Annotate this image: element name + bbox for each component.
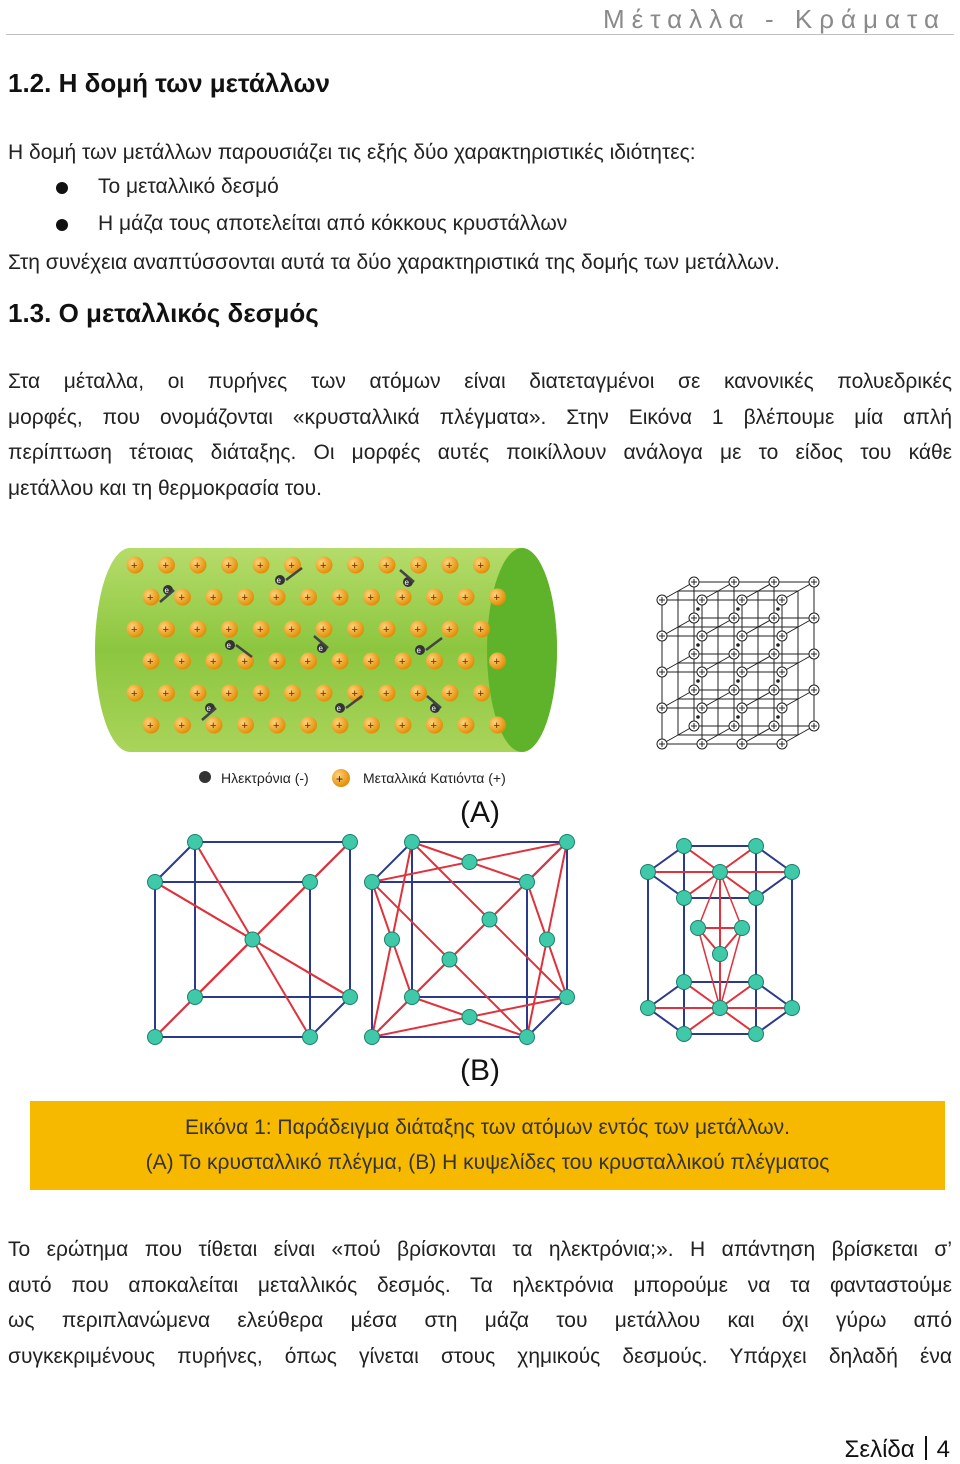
unit-cells-illustration [140,830,820,1050]
running-header: Μέταλλα - Κράματα [602,4,946,34]
svg-text:+: + [414,560,421,572]
cation-atom [221,621,238,638]
cation-atom [221,685,238,702]
svg-text:+: + [162,560,169,572]
svg-text:+: + [147,720,154,732]
svg-text:+: + [477,560,484,572]
cation-atom [316,685,333,702]
svg-text:+: + [351,688,358,700]
lattice-dot [736,643,740,647]
cation-atom [473,685,490,702]
atom [691,921,706,936]
cation-atom [347,621,364,638]
atom [677,975,692,990]
svg-text:+: + [399,592,406,604]
svg-text:+: + [210,656,217,668]
atom [405,990,420,1005]
svg-text:e: e [431,704,436,713]
svg-text:+: + [288,688,295,700]
atom [245,932,260,947]
cation-atom [426,589,443,606]
svg-text:+: + [367,720,374,732]
cation-atom [190,621,207,638]
svg-text:+: + [367,656,374,668]
cation-atom [206,717,223,734]
svg-text:+: + [414,624,421,636]
svg-text:+: + [225,688,232,700]
svg-text:+: + [446,624,453,636]
cation-atom [442,685,459,702]
svg-text:+: + [257,560,264,572]
unit-cell-fcc [365,835,575,1045]
lattice-node [729,613,739,623]
svg-text:+: + [493,720,500,732]
lattice-node [809,685,819,695]
cation-atom [473,621,490,638]
svg-text:+: + [194,560,201,572]
svg-text:+: + [446,560,453,572]
atom [148,1030,163,1045]
svg-text:+: + [257,624,264,636]
lattice-dot [736,607,740,611]
cation-atom [300,653,317,670]
lattice-node [697,667,707,677]
svg-text:+: + [162,688,169,700]
lattice-dot [736,679,740,683]
legend-cations: Μεταλλικά Κατιόντα (+) [363,770,506,786]
svg-text:+: + [383,688,390,700]
bullet-item: Η μάζα τους αποτελείται από κόκκους κρυστάλλων [98,212,568,235]
atom [148,875,163,890]
svg-text:+: + [336,656,343,668]
cation-atom [190,557,207,574]
cation-atom [410,685,427,702]
lattice-node [729,649,739,659]
cation-atom [395,653,412,670]
atom [713,1001,728,1016]
svg-text:e: e [318,644,323,653]
lattice-dot [736,715,740,719]
atom [540,932,555,947]
caption-line: (Α) Το κρυσταλλικό πλέγμα, (Β) Η κυψελίδες του κρυσταλλικού πλέγματος [145,1151,830,1174]
cation-atom [174,717,191,734]
cation-atom [300,589,317,606]
lattice-node [769,685,779,695]
atom [303,875,318,890]
lattice-node [729,577,739,587]
lattice-node [697,631,707,641]
atom [520,1030,535,1045]
svg-text:+: + [430,720,437,732]
cation-atom [442,621,459,638]
svg-text:e: e [404,578,409,587]
atom [442,952,457,967]
atom [482,912,497,927]
svg-text:+: + [304,592,311,604]
lattice-node [689,649,699,659]
section-heading-1-2: 1.2. Η δομή των μετάλλων [8,68,330,98]
lattice-node [657,703,667,713]
paragraph-metallic-bond [8,1232,952,1374]
cation-atom [143,589,160,606]
lattice-node [657,595,667,605]
svg-text:e: e [206,704,211,713]
lattice-node [737,703,747,713]
cation-atom [206,653,223,670]
svg-text:e: e [276,576,281,585]
unit-cell-bcc [148,835,358,1045]
atom [785,865,800,880]
page-footer [845,1436,950,1464]
cation-atom [284,621,301,638]
svg-text:+: + [446,688,453,700]
lattice-node [689,721,699,731]
lattice-node [777,595,787,605]
cation-atom [316,557,333,574]
metal-cylinder-illustration [90,540,570,800]
lattice-node [689,577,699,587]
cation-atom [158,621,175,638]
svg-text:+: + [320,624,327,636]
cation-atom [363,717,380,734]
bullet-icon [56,182,68,194]
atom [713,865,728,880]
svg-text:+: + [241,720,248,732]
lattice-node [657,739,667,749]
svg-text:e: e [416,646,421,655]
lattice-node [657,631,667,641]
atom [749,890,764,905]
svg-text:+: + [194,688,201,700]
svg-text:+: + [477,688,484,700]
lattice-node [697,595,707,605]
lattice-dot [696,715,700,719]
cation-atom [395,717,412,734]
atom [188,835,203,850]
svg-text:+: + [477,624,484,636]
cation-atom [363,589,380,606]
cation-atom [127,621,144,638]
svg-text:+: + [493,656,500,668]
section-heading-1-3: 1.3. Ο μεταλλικός δεσμός [8,298,319,328]
svg-text:+: + [210,592,217,604]
lattice-node [737,739,747,749]
svg-text:+: + [304,656,311,668]
svg-text:+: + [131,688,138,700]
svg-text:+: + [178,656,185,668]
cation-atom [316,621,333,638]
svg-text:e: e [164,586,169,595]
lattice-node [697,739,707,749]
cation-atom [332,653,349,670]
lattice-node [777,667,787,677]
cation-atom [347,685,364,702]
figure-label-a: (A) [460,796,500,829]
paragraph-line: Το ερώτημα που τίθεται είναι «πού βρίσκονται τα ηλεκτρόνια;». Η απάντηση βρίσκεται σ’ [8,1238,952,1261]
atom [365,1030,380,1045]
lattice-node [809,613,819,623]
electron-legend-icon [199,771,211,783]
lattice-node [737,631,747,641]
bullet-item: Το μεταλλικό δεσμό [98,175,279,198]
cation-atom [379,685,396,702]
atom [520,875,535,890]
cation-atom [489,589,506,606]
figure-label-b: (B) [460,1054,500,1087]
lattice-node [769,721,779,731]
lattice-node [769,649,779,659]
cation-atom [410,557,427,574]
cation-atom [253,557,270,574]
bullet-icon [56,219,68,231]
atom [462,855,477,870]
atom [462,1010,477,1025]
lattice-dot [776,643,780,647]
cation-atom [426,653,443,670]
svg-text:+: + [147,592,154,604]
cation-atom [143,653,160,670]
figure-caption [30,1101,945,1190]
cation-atom [253,621,270,638]
cation-atom [410,621,427,638]
cation-atom [174,589,191,606]
cation-atom [458,717,475,734]
atom [749,975,764,990]
atom [785,1001,800,1016]
cation-legend-plus: + [336,772,344,786]
svg-text:+: + [178,720,185,732]
cation-atom [379,557,396,574]
svg-text:+: + [178,592,185,604]
svg-text:+: + [367,592,374,604]
svg-text:+: + [257,688,264,700]
atom [385,932,400,947]
paragraph-line: συγκεκριμένους πυρήνες, όπως γίνεται στους χημικούς δεσμούς. Υπάρχει δηλαδή ένα [8,1344,952,1368]
svg-text:+: + [131,624,138,636]
cation-atom [379,621,396,638]
svg-text:+: + [493,592,500,604]
atom [677,839,692,854]
lattice-node [777,703,787,713]
atom [677,1026,692,1041]
page-number: 4 [936,1436,950,1463]
cation-atom [473,557,490,574]
cation-atom [442,557,459,574]
atom [560,835,575,850]
atom [749,1026,764,1041]
svg-text:+: + [225,624,232,636]
svg-text:+: + [383,624,390,636]
cation-atom [489,653,506,670]
caption-line: Εικόνα 1: Παράδειγμα διάταξης των ατόμων εντός των μετάλλων. [185,1116,790,1139]
svg-text:+: + [320,688,327,700]
lattice-dot [776,715,780,719]
svg-text:+: + [241,656,248,668]
cation-atom [174,653,191,670]
svg-text:+: + [430,656,437,668]
outro-paragraph: Στη συνέχεια αναπτύσσονται αυτά τα δύο χαρακτηριστικά της δομής των μετάλλων. [8,251,780,274]
lattice-node [769,577,779,587]
svg-text:+: + [336,592,343,604]
svg-text:+: + [462,720,469,732]
lattice-node [777,631,787,641]
cation-atom [253,685,270,702]
paragraph-line: μετάλλου και τη θερμοκρασία του. [8,476,322,500]
lattice-dot [696,607,700,611]
lattice-node [697,703,707,713]
cation-atom [206,589,223,606]
cation-atom [347,557,364,574]
atom [560,990,575,1005]
page-word: Σελίδα [844,1436,915,1463]
cation-atom [284,685,301,702]
cation-atom [158,557,175,574]
svg-text:+: + [351,624,358,636]
svg-text:+: + [336,720,343,732]
header-rule [6,34,954,35]
paragraph-line: αυτό που αποκαλείται μεταλλικός δεσμός. Τα ηλεκτρόνια μπορούμε να τα φανταστούμε [8,1273,952,1297]
svg-text:+: + [273,720,280,732]
svg-text:+: + [304,720,311,732]
svg-text:+: + [414,688,421,700]
svg-text:+: + [399,656,406,668]
cation-atom [426,717,443,734]
lattice-node [769,613,779,623]
lattice-node [729,721,739,731]
cation-atom [489,717,506,734]
cation-atom [300,717,317,734]
atom [641,865,656,880]
atom [677,890,692,905]
unit-cell-hcp [641,839,800,1042]
svg-text:+: + [462,656,469,668]
svg-text:+: + [162,624,169,636]
cation-atom [127,685,144,702]
lattice-node [657,667,667,677]
lattice-node [809,721,819,731]
svg-text:e: e [336,704,341,713]
cation-atom [237,589,254,606]
paragraph-line: Στα μέταλλα, οι πυρήνες των ατόμων είναι διατεταγμένοι σε κανονικές πολυεδρικές [8,370,952,393]
atom [188,990,203,1005]
atom [641,1001,656,1016]
legend [199,769,506,787]
atom [749,839,764,854]
svg-text:+: + [210,720,217,732]
lattice-node [689,685,699,695]
svg-text:+: + [273,656,280,668]
atom [303,1030,318,1045]
intro-paragraph: Η δομή των μετάλλων παρουσιάζει τις εξής δύο χαρακτηριστικές ιδιότητες: [8,141,696,164]
svg-text:+: + [462,592,469,604]
atom [405,835,420,850]
svg-text:+: + [399,720,406,732]
lattice-dot [696,679,700,683]
legend-electrons: Ηλεκτρόνια (-) [221,770,309,786]
svg-text:+: + [273,592,280,604]
cation-atom [221,557,238,574]
cation-atom [237,717,254,734]
atom [343,835,358,850]
cation-atom [363,653,380,670]
svg-text:+: + [147,656,154,668]
atom [343,990,358,1005]
lattice-node [737,667,747,677]
cation-atom [269,653,286,670]
svg-text:+: + [288,560,295,572]
lattice-node [777,739,787,749]
lattice-node [809,577,819,587]
cation-atom [158,685,175,702]
svg-text:+: + [320,560,327,572]
lattice-dot [776,679,780,683]
atom [735,921,750,936]
svg-text:+: + [383,560,390,572]
cation-atom [458,653,475,670]
footer-separator [925,1436,927,1460]
cation-atom [458,589,475,606]
paragraph-crystal-lattice [8,364,952,506]
lattice-dot [776,607,780,611]
cation-atom [269,589,286,606]
cation-atom [127,557,144,574]
svg-text:+: + [131,560,138,572]
cation-atom [143,717,160,734]
cation-atom [269,717,286,734]
lattice-node [729,685,739,695]
lattice-node [737,595,747,605]
svg-text:e: e [226,641,231,650]
svg-text:+: + [194,624,201,636]
paragraph-line: μορφές, που ονομάζονται «κρυσταλλικά πλέγματα». Στην Εικόνα 1 βλέπουμε μία απλή [8,405,952,429]
atom [713,947,728,962]
crystal-lattice-illustration [650,560,860,780]
cation-atom [332,717,349,734]
svg-text:+: + [351,560,358,572]
svg-text:+: + [288,624,295,636]
lattice-node [689,613,699,623]
svg-text:+: + [241,592,248,604]
lattice-node [809,649,819,659]
cation-atom [395,589,412,606]
paragraph-line: ως περιπλανώμενα ελεύθερα μέσα στη μάζα του μετάλλου και όχι γύρω από [8,1309,952,1332]
lattice-dot [696,643,700,647]
paragraph-line: περίπτωση τέτοιας διάταξης. Οι μορφές αυτές ποικίλλουν ανάλογα με το είδος του κάθε [8,441,952,464]
cation-atom [332,589,349,606]
svg-text:+: + [430,592,437,604]
atom [365,875,380,890]
svg-text:+: + [225,560,232,572]
cation-atom [190,685,207,702]
